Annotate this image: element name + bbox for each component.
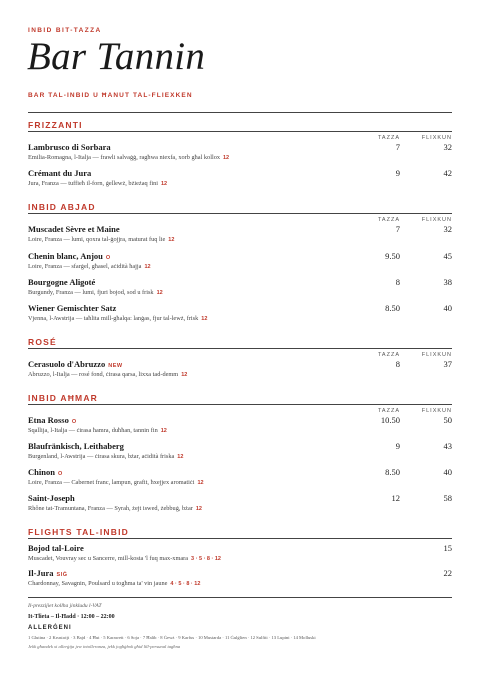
allergen-code: 12	[177, 454, 184, 460]
section-divider	[28, 404, 452, 405]
wine-item	[28, 568, 452, 594]
allergens-heading: ALLERĠENI	[28, 625, 72, 631]
price-glass: 9	[395, 168, 400, 178]
wine-name: Chinon O	[28, 467, 63, 477]
wine-name: Crémant du Jura	[28, 168, 92, 178]
column-header-bottle: FLIXKUN	[421, 408, 452, 414]
wine-item	[28, 467, 452, 493]
wine-description: Chardonnay, Savagnin, Poulsard u togħma ta' vin jaune 4 · 5 · 8 · 12	[28, 580, 201, 587]
wine-description: Loire, Franza — lumi, qoxra tal-ġojjra, maturat fuq lie 12	[28, 236, 175, 243]
header-divider	[28, 112, 452, 113]
wine-item	[28, 303, 452, 329]
price-glass: 8.50	[385, 303, 400, 313]
price-bottle: 32	[443, 224, 452, 234]
wine-description: Emilia-Romagna, l-Italja — frawli salvaġġ, ragħwa niexfa, xorb għal kollox 12	[28, 154, 230, 161]
section-title-frizzanti: FRIZZANTI	[28, 120, 83, 130]
wine-mark: O	[71, 419, 77, 425]
price-flight: 22	[443, 568, 452, 578]
price-bottle: 40	[443, 467, 452, 477]
price-bottle: 50	[443, 415, 452, 425]
price-glass: 7	[395, 142, 400, 152]
wine-description: Jura, Franza — tuffieħ il-forn, ġellewż, bżieżaq fini 12	[28, 180, 168, 187]
price-bottle: 43	[443, 441, 452, 451]
column-header-glass: TAZZA	[377, 135, 400, 141]
price-glass: 8	[395, 277, 400, 287]
opening-hours: It-Tlieta – Il-Ħadd · 12:00 – 22:00	[28, 614, 115, 620]
wine-name: Muscadet Sèvre et Maine	[28, 224, 120, 234]
footer-divider	[28, 597, 452, 598]
allergen-code: 3 · 5 · 8 · 12	[191, 556, 221, 562]
wine-name: Chenin blanc, Anjou O	[28, 251, 111, 261]
wine-mark: O	[57, 471, 63, 477]
wine-name: Saint-Joseph	[28, 493, 75, 503]
allergens-list: 1 Glutina · 2 Krustaċji · 3 Bajd · 4 Ħut · 5 Karawett · 6 Soja · 7 Ħalib · 8 Ġewż · 9 Karfus · 10 Mustarda · 11 Ġulġlien · 12 Sulfiti · 13 Lupini · 14 Molluski	[28, 635, 316, 640]
price-glass: 12	[391, 493, 400, 503]
allergen-code: 12	[160, 428, 167, 434]
allergen-code: 12	[223, 155, 230, 161]
wine-item	[28, 277, 452, 303]
section-title-rose: ROSÉ	[28, 337, 57, 347]
allergen-code: 12	[160, 181, 168, 187]
section-title-red-wine: INBID AĦMAR	[28, 393, 99, 403]
wine-description: Muscadet, Vouvray sec u Sancerre, mill-kosta 'l fuq max-xmara 3 · 5 · 8 · 12	[28, 555, 221, 562]
wine-name: Etna Rosso O	[28, 415, 77, 425]
allergy-notice: Jekk għandek xi allerġija jew intolleranza, jekk jogħġbok għid lill-persunal tagħna	[28, 644, 181, 649]
vat-note: Il-prezzijiet kollha jinkludu l-VAT	[28, 603, 102, 609]
price-glass: 10.50	[380, 415, 400, 425]
price-bottle: 32	[443, 142, 452, 152]
price-bottle: 42	[443, 168, 452, 178]
wine-description: Vjenna, l-Awstrija — taħlita mill-għalqa: lanġas, fjur tal-lewż, frisk 12	[28, 315, 208, 322]
section-title-white-wine: INBID ABJAD	[28, 202, 96, 212]
column-header-glass: TAZZA	[377, 217, 400, 223]
price-glass: 9	[395, 441, 400, 451]
price-bottle: 45	[443, 251, 452, 261]
price-bottle: 40	[443, 303, 452, 313]
wine-item	[28, 415, 452, 441]
wine-mark: SIĠ	[56, 572, 68, 578]
tagline: BAR TAL-INBID U ĦANUT TAL-FLIEXKEN	[28, 92, 193, 99]
section-title-flights: FLIGHTS TAL-INBID	[28, 527, 129, 537]
wine-mark: NEW	[108, 363, 123, 369]
column-header-glass: TAZZA	[377, 408, 400, 414]
price-glass: 9.50	[385, 251, 400, 261]
section-divider	[28, 348, 452, 349]
price-bottle: 58	[443, 493, 452, 503]
section-divider	[28, 213, 452, 214]
wine-description: Sqallija, l-Italja — ċirasa ħamra, duħħan, tannin fin 12	[28, 427, 167, 434]
price-bottle: 37	[443, 359, 452, 369]
price-flight: 15	[443, 543, 452, 553]
allergen-code: 4 · 5 · 8 · 12	[170, 581, 201, 587]
wine-name: Il-Jura SIĠ	[28, 568, 68, 578]
column-header-glass: TAZZA	[377, 352, 400, 358]
wine-description: Loire, Franza — Cabernet franc, lampun, grafit, ħxejjex aromatiċi 12	[28, 479, 204, 486]
price-bottle: 38	[443, 277, 452, 287]
wine-item	[28, 142, 452, 168]
page-title: Bar Tannin	[27, 35, 206, 78]
wine-name: Lambrusco di Sorbara	[28, 142, 111, 152]
allergen-code: 12	[168, 237, 175, 243]
wine-description: Rhône tat-Tramuntana, Franza — Syrah, żejt iswed, żebbuġ, bżar 12	[28, 505, 202, 512]
section-divider	[28, 131, 452, 132]
wine-item	[28, 224, 452, 250]
wine-item	[28, 359, 452, 385]
wine-description: Burgenland, l-Awstrija — ċirasa skura, bżar, aċidità friska 12	[28, 453, 184, 460]
wine-item	[28, 168, 452, 194]
allergen-code: 12	[156, 290, 163, 296]
wine-name: Blaufränkisch, Leithaberg	[28, 441, 124, 451]
wine-item	[28, 493, 452, 519]
section-divider	[28, 538, 452, 539]
price-glass: 8.50	[385, 467, 400, 477]
wine-name: Wiener Gemischter Satz	[28, 303, 117, 313]
column-header-bottle: FLIXKUN	[421, 217, 452, 223]
allergen-code: 12	[197, 480, 204, 486]
column-header-bottle: FLIXKUN	[421, 135, 452, 141]
price-glass: 7	[395, 224, 400, 234]
price-glass: 8	[395, 359, 400, 369]
allergen-code: 12	[195, 506, 202, 512]
allergen-code: 12	[201, 316, 208, 322]
wine-name: Cerasuolo d'Abruzzo NEW	[28, 359, 123, 369]
allergen-code: 12	[181, 372, 188, 378]
wine-description: Loire, Franza — sfarġel, għasel, aċidità ħajja 12	[28, 263, 151, 270]
column-header-bottle: FLIXKUN	[421, 352, 452, 358]
eyebrow: INBID BIT-TAZZA	[28, 27, 102, 34]
wine-item	[28, 543, 452, 569]
wine-description: Abruzzo, l-Italja — rosé fond, ċirasa qarsa, lixxa tad-demm 12	[28, 371, 188, 378]
wine-mark: O	[105, 255, 111, 261]
wine-description: Burgundy, Franza — lumi, fjuri bojod, sod u frisk 12	[28, 289, 163, 296]
wine-name: Bojod tal-Loire	[28, 543, 84, 553]
wine-name: Bourgogne Aligoté	[28, 277, 96, 287]
wine-item	[28, 441, 452, 467]
wine-item	[28, 251, 452, 277]
allergen-code: 12	[144, 264, 151, 270]
